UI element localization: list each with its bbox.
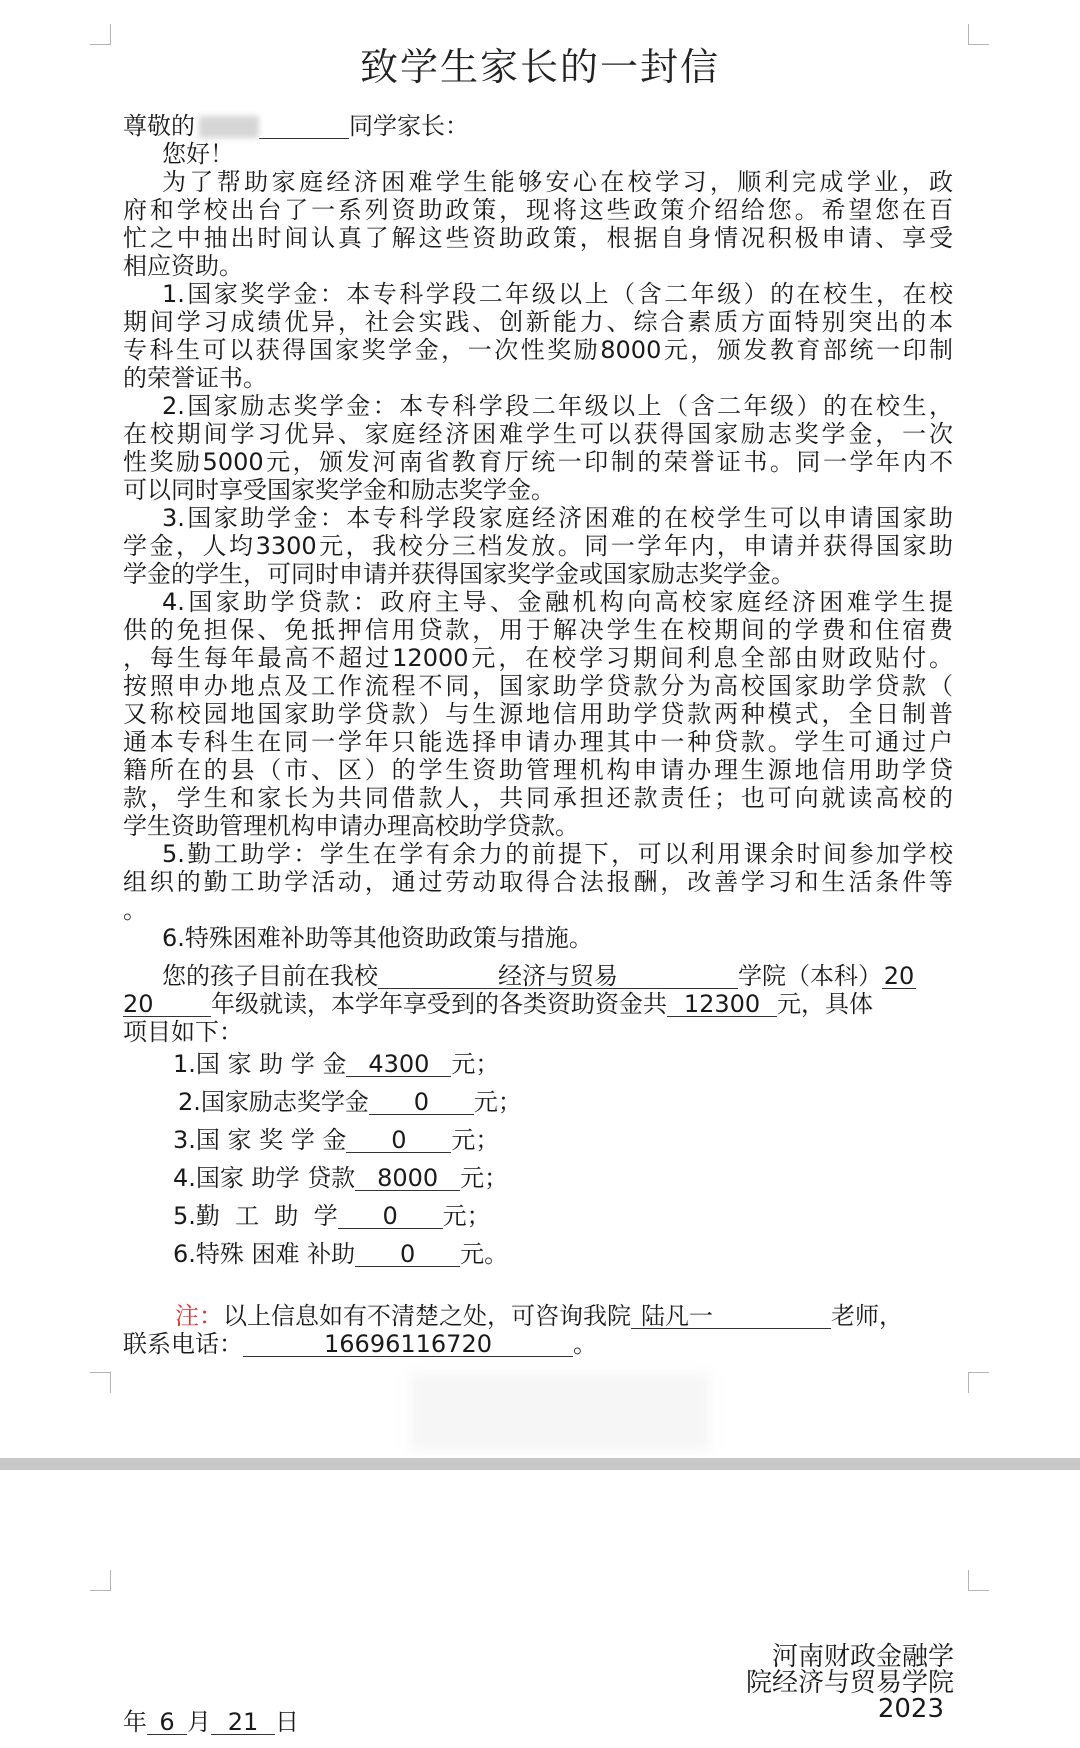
funding-item-label: 5.勤 工 助 学 — [173, 1202, 338, 1230]
body-line: 的荣誉证书。 — [123, 364, 267, 392]
body-line: 学生资助管理机构申请办理高校助学贷款。 — [123, 812, 579, 840]
body-line: 3.国家助学金：本专科学段家庭经济困难的在校学生可以申请国家助 — [162, 504, 953, 532]
signature-year: 2023 — [877, 1694, 944, 1724]
body-line: 又称校园地国家助学贷款）与生源地信用助学贷款两种模式，全日制普 — [123, 700, 953, 728]
redacted-name — [199, 116, 259, 138]
phone-number: 16696116720 — [243, 1332, 573, 1357]
summary-mid-2: 年级就读，本学年享受到的各类资助资金共 — [211, 990, 667, 1018]
document-title: 致学生家长的一封信 — [359, 45, 720, 89]
funding-item-unit: 元； — [442, 1202, 491, 1230]
signature-org-line-2: 院经济与贸易学院 — [745, 1668, 954, 1698]
body-line: 组织的勤工助学活动，通过劳动取得合法报酬，改善学习和生活条件等 — [123, 868, 953, 896]
funding-item-label: 6.特殊 困难 补助 — [173, 1240, 356, 1268]
page-divider — [0, 1458, 1080, 1470]
date-month-label: 月 — [187, 1708, 211, 1736]
summary-mid: 学院（本科） — [738, 962, 882, 990]
body-line: 府和学校出台了一系列资助政策，现将这些政策介绍给您。希望您在百 — [123, 196, 953, 224]
phone-label: 联系电话： — [123, 1330, 243, 1358]
funding-item-amount: 0 — [355, 1242, 460, 1267]
funding-item-label: 3.国 家 奖 学 金 — [173, 1126, 347, 1154]
total-amount: 12300 — [667, 992, 777, 1017]
funding-item-amount: 0 — [346, 1128, 451, 1153]
salutation-prefix: 尊敬的 — [123, 112, 195, 140]
body-line: 相应资助。 — [123, 252, 243, 280]
body-line: 期间学习成绩优异，社会实践、创新能力、综合素质方面特别突出的本 — [123, 308, 953, 336]
salutation-suffix: 同学家长： — [349, 112, 469, 140]
note-teacher-suffix: 老师， — [831, 1302, 903, 1330]
funding-item-amount: 4300 — [346, 1052, 451, 1077]
funding-item — [173, 1240, 508, 1268]
signature-date — [123, 1708, 299, 1736]
date-day-label: 日 — [275, 1708, 299, 1736]
funding-item — [173, 1050, 499, 1078]
corner-mark-page2-top-left — [90, 1570, 111, 1591]
body-line: 4.国家助学贷款：政府主导、金融机构向高校家庭经济困难学生提 — [162, 588, 953, 616]
corner-mark-bottom-right — [968, 1372, 989, 1393]
body-line: ，每生每年最高不超过12000元，在校学习期间利息全部由财政贴付。 — [123, 644, 953, 672]
grade-year-part1: 20 — [883, 962, 915, 990]
body-line: 5.勤工助学：学生在学有余力的前提下，可以利用课余时间参加学校 — [162, 840, 953, 868]
funding-item-amount: 0 — [369, 1090, 474, 1115]
body-line: 1.国家奖学金：本专科学段二年级以上（含二年级）的在校生，在校 — [162, 280, 953, 308]
major-field: 经济与贸易 — [378, 964, 738, 989]
signature-org-line-1: 河南财政金融学 — [771, 1642, 954, 1672]
name-blank — [259, 114, 349, 139]
funding-item — [173, 1164, 508, 1192]
body-line: 籍所在的县（市、区）的学生资助管理机构申请办理生源地信用助学贷 — [123, 756, 953, 784]
funding-item-amount: 0 — [338, 1204, 443, 1229]
body-line: 学金，人均3300元，我校分三档发放。同一学年内，申请并获得国家助 — [123, 532, 953, 560]
salutation — [123, 112, 469, 140]
funding-item-unit: 元； — [451, 1050, 500, 1078]
funding-item-amount: 8000 — [355, 1166, 460, 1191]
body-line: 6.特殊困难补助等其他资助政策与措施。 — [162, 924, 593, 952]
date-month: 6 — [147, 1710, 187, 1735]
corner-mark-bottom-left — [90, 1372, 111, 1393]
body-line: 可以同时享受国家奖学金和励志奖学金。 — [123, 476, 555, 504]
body-line: 性奖励5000元，颁发河南省教育厅统一印制的荣誉证书。同一学年内不 — [123, 448, 953, 476]
funding-item-unit: 元； — [460, 1164, 509, 1192]
body-line: 2.国家励志奖学金：本专科学段二年级以上（含二年级）的在校生， — [162, 392, 953, 420]
note-line — [175, 1302, 903, 1330]
summary-line-1 — [162, 962, 916, 990]
funding-item-unit: 元； — [451, 1126, 500, 1154]
body-line: 按照申办地点及工作流程不同，国家助学贷款分为高校国家助学贷款（ — [123, 672, 953, 700]
body-line: 为了帮助家庭经济困难学生能够安心在校学习，顺利完成学业，政 — [162, 168, 953, 196]
funding-item-unit: 元； — [473, 1088, 522, 1116]
corner-mark-page2-top-right — [968, 1570, 989, 1591]
summary-prefix: 您的孩子目前在我校 — [162, 962, 378, 990]
note-label: 注： — [175, 1302, 223, 1330]
grade-year-part2: 20 — [123, 992, 211, 1017]
body-line: 通本专科生在同一学年只能选择申请办理其中一种贷款。学生可通过户 — [123, 728, 953, 756]
body-line: 学金的学生，可同时申请并获得国家奖学金或国家励志奖学金。 — [123, 560, 795, 588]
funding-item-unit: 元。 — [460, 1240, 509, 1268]
greeting: 您好！ — [162, 140, 234, 168]
date-year-label: 年 — [123, 1708, 147, 1736]
body-line: 在校期间学习优异、家庭经济困难学生可以获得国家励志奖学金，一次 — [123, 420, 953, 448]
body-line: 专科生可以获得国家奖学金，一次性奖励8000元，颁发教育部统一印制 — [123, 336, 953, 364]
funding-item — [173, 1126, 499, 1154]
summary-suffix: 元，具体 — [777, 990, 873, 1018]
body-line: 供的免担保、免抵押信用贷款，用于解决学生在校期间的学费和住宿费 — [123, 616, 953, 644]
note-text: 以上信息如有不清楚之处，可咨询我院 — [223, 1302, 631, 1330]
stamp-shadow — [410, 1372, 710, 1452]
phone-end: 。 — [573, 1330, 597, 1358]
date-day: 21 — [211, 1710, 275, 1735]
phone-line — [123, 1330, 597, 1358]
body-line: 忙之中抽出时间认真了解这些资助政策，根据自身情况积极申请、享受 — [123, 224, 953, 252]
body-line: 款，学生和家长为共同借款人，共同承担还款责任；也可向就读高校的 — [123, 784, 953, 812]
teacher-name: 陆凡一 — [631, 1304, 831, 1329]
funding-item — [178, 1088, 522, 1116]
funding-item-label: 1.国 家 助 学 金 — [173, 1050, 347, 1078]
funding-item — [173, 1202, 491, 1230]
funding-item-label: 2.国家励志奖学金 — [178, 1088, 369, 1116]
summary-line-3: 项目如下： — [123, 1018, 243, 1046]
summary-line-2 — [123, 990, 873, 1018]
funding-item-label: 4.国家 助学 贷款 — [173, 1164, 356, 1192]
body-line: 。 — [123, 896, 147, 924]
